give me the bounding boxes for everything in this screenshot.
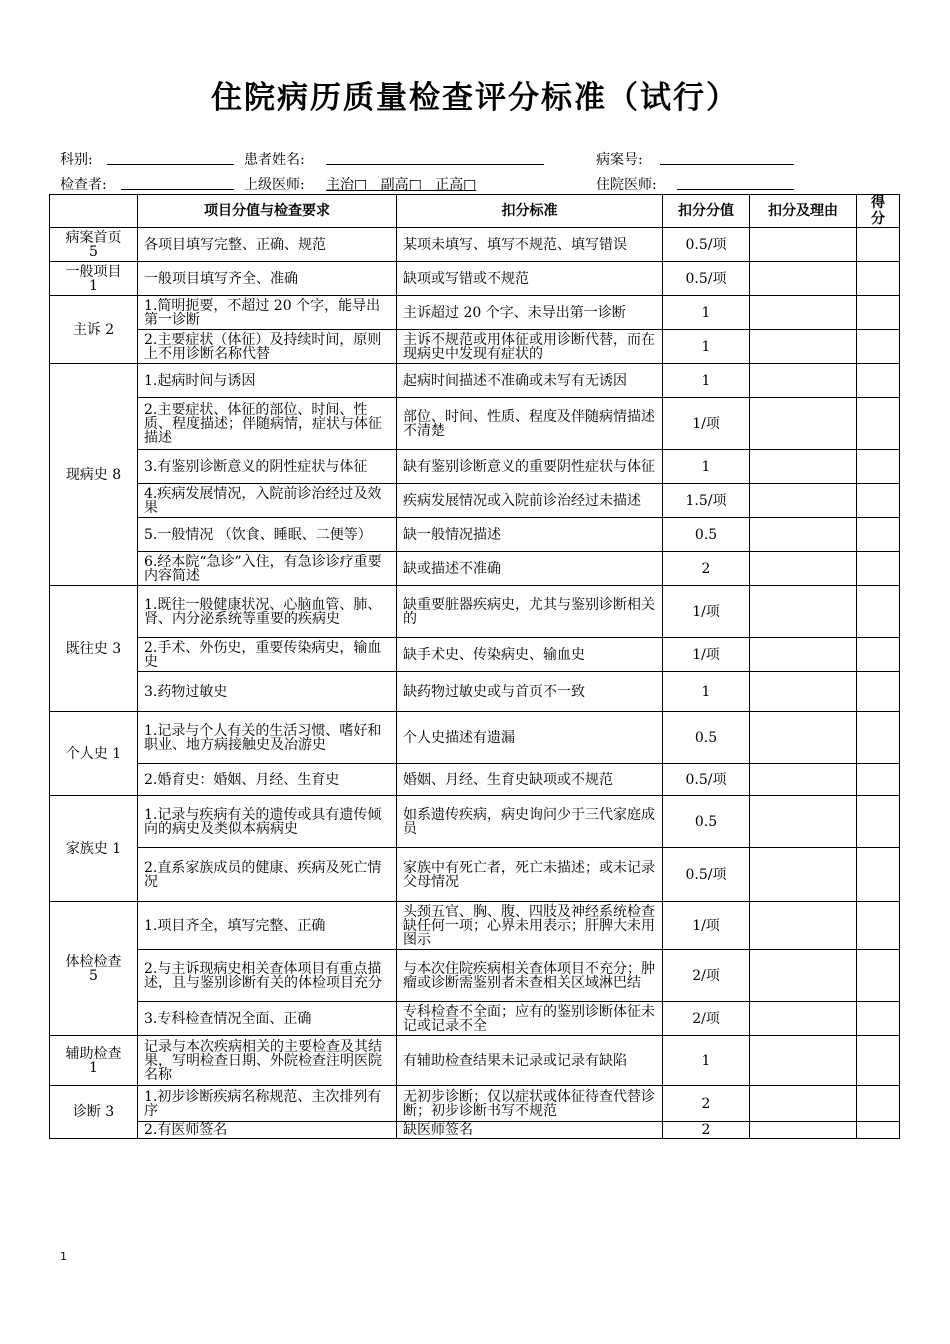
deduction-value-cell: 2: [663, 1122, 750, 1139]
item-cell: 2.与主诉现病史相关查体项目有重点描述，且与鉴别诊断有关的体检项目充分: [138, 950, 397, 1002]
deduction-value-cell: 1: [663, 450, 750, 484]
superior-doctor-label: 上级医师:: [244, 177, 305, 193]
table-header-row: [50, 195, 900, 228]
score-cell[interactable]: [857, 518, 900, 552]
score-cell[interactable]: [857, 364, 900, 398]
deduction-reason-cell[interactable]: [750, 552, 857, 586]
item-cell: 2.婚育史：婚姻、月经、生育史: [138, 764, 397, 796]
standard-cell: 某项未填写、填写不规范、填写错误: [397, 228, 663, 262]
table-row: [50, 672, 900, 712]
deduction-reason-cell[interactable]: [750, 712, 857, 764]
score-cell[interactable]: [857, 902, 900, 950]
score-cell[interactable]: [857, 330, 900, 364]
table-row: [50, 796, 900, 848]
score-cell[interactable]: [857, 712, 900, 764]
item-cell: 5.一般情况 （饮食、睡眠、二便等）: [138, 518, 397, 552]
score-cell[interactable]: [857, 638, 900, 672]
scoring-table: [49, 194, 900, 1139]
table-row: [50, 950, 900, 1002]
inspector-field[interactable]: [121, 189, 234, 190]
item-cell: 2.手术、外伤史，重要传染病史，输血史: [138, 638, 397, 672]
score-cell[interactable]: [857, 398, 900, 450]
item-cell: 2.有医师签名: [138, 1122, 397, 1139]
item-cell: 6.经本院“急诊”入住，有急诊诊疗重要内容简述: [138, 552, 397, 586]
item-cell: 1.记录与个人有关的生活习惯、嗜好和职业、地方病接触史及冶游史: [138, 712, 397, 764]
category-cell: 现病史 8: [50, 364, 138, 586]
score-cell[interactable]: [857, 1036, 900, 1086]
item-cell: 各项目填写完整、正确、规范: [138, 228, 397, 262]
deduction-value-cell: 0.5/项: [663, 262, 750, 296]
table-row: [50, 902, 900, 950]
deduction-value-cell: 2: [663, 1086, 750, 1122]
score-cell[interactable]: [857, 484, 900, 518]
deduction-reason-cell[interactable]: [750, 764, 857, 796]
deduction-reason-cell[interactable]: [750, 518, 857, 552]
deduction-value-cell: 1: [663, 364, 750, 398]
table-row: [50, 1086, 900, 1122]
item-cell: 2.直系家族成员的健康、疾病及死亡情况: [138, 848, 397, 902]
standard-cell: 专科检查不全面；应有的鉴别诊断体征未记或记录不全: [397, 1002, 663, 1036]
deduction-reason-cell[interactable]: [750, 672, 857, 712]
header-item: 项目分值与检查要求: [138, 195, 397, 228]
deduction-value-cell: 2: [663, 552, 750, 586]
standard-cell: 缺一般情况描述: [397, 518, 663, 552]
standard-cell: 家族中有死亡者，死亡未描述；或未记录父母情况: [397, 848, 663, 902]
category-cell: 病案首页 5: [50, 228, 138, 262]
dept-label: 科别:: [60, 152, 93, 168]
score-cell[interactable]: [857, 1002, 900, 1036]
standard-cell: 缺项或写错或不规范: [397, 262, 663, 296]
standard-cell: 缺手术史、传染病史、输血史: [397, 638, 663, 672]
standard-cell: 缺药物过敏史或与首页不一致: [397, 672, 663, 712]
deduction-value-cell: 1: [663, 296, 750, 330]
standard-cell: 无初步诊断；仅以症状或体征待查代替诊断；初步诊断书写不规范: [397, 1086, 663, 1122]
table-row: [50, 586, 900, 638]
item-cell: 记录与本次疾病相关的主要检查及其结果，写明检查日期、外院检查注明医院名称: [138, 1036, 397, 1086]
dept-field[interactable]: [107, 164, 234, 165]
deduction-value-cell: 1/项: [663, 638, 750, 672]
standard-cell: 部位、时间、性质、程度及伴随病情描述不清楚: [397, 398, 663, 450]
standard-cell: 缺医师签名: [397, 1122, 663, 1139]
item-cell: 3.药物过敏史: [138, 672, 397, 712]
item-cell: 2.主要症状（体征）及持续时间，原则上不用诊断名称代替: [138, 330, 397, 364]
patient-name-label: 患者姓名:: [244, 152, 305, 168]
score-cell[interactable]: [857, 228, 900, 262]
standard-cell: 缺重要脏器疾病史，尤其与鉴别诊断相关的: [397, 586, 663, 638]
deduction-value-cell: 1.5/项: [663, 484, 750, 518]
standard-cell: 如系遗传疾病，病史询问少于三代家庭成员: [397, 796, 663, 848]
deduction-reason-cell[interactable]: [750, 364, 857, 398]
header-score: 得分: [857, 195, 900, 228]
patient-name-field[interactable]: [326, 164, 544, 165]
item-cell: 2.主要症状、体征的部位、时间、性质、程度描述；伴随病情，症状与体征描述: [138, 398, 397, 450]
table-row: [50, 1036, 900, 1086]
item-cell: 3.专科检查情况全面、正确: [138, 1002, 397, 1036]
table-row: [50, 228, 900, 262]
page-number: 1: [60, 1250, 67, 1263]
deduction-value-cell: 1/项: [663, 902, 750, 950]
deduction-value-cell: 0.5/项: [663, 228, 750, 262]
category-cell: 主诉 2: [50, 296, 138, 364]
inspector-label: 检查者:: [60, 177, 107, 193]
standard-cell: 起病时间描述不准确或未写有无诱因: [397, 364, 663, 398]
standard-cell: 婚姻、月经、生育史缺项或不规范: [397, 764, 663, 796]
resident-doctor-field[interactable]: [677, 189, 794, 190]
item-cell: 1.记录与疾病有关的遗传或具有遗传倾向的病史及类似本病病史: [138, 796, 397, 848]
standard-cell: 与本次住院疾病相关查体项目不充分；肿瘤或诊断需鉴别者未查相关区域淋巴结: [397, 950, 663, 1002]
item-cell: 1.项目齐全，填写完整、正确: [138, 902, 397, 950]
deduction-reason-cell[interactable]: [750, 902, 857, 950]
category-cell: 个人史 1: [50, 712, 138, 796]
table-row: [50, 296, 900, 330]
score-cell[interactable]: [857, 450, 900, 484]
category-cell: 辅助检查 1: [50, 1036, 138, 1086]
header-value: 扣分分值: [663, 195, 750, 228]
deduction-reason-cell[interactable]: [750, 484, 857, 518]
standard-cell: 主诉超过 20 个字、未导出第一诊断: [397, 296, 663, 330]
table-body: [50, 228, 900, 1139]
table-row: [50, 398, 900, 450]
table-row: [50, 638, 900, 672]
item-cell: 1.初步诊断疾病名称规范、主次排列有序: [138, 1086, 397, 1122]
score-cell[interactable]: [857, 552, 900, 586]
table-row: [50, 518, 900, 552]
superior-doctor-options[interactable]: 主治□ 副高□ 正高□: [326, 177, 477, 193]
item-cell: 4.疾病发展情况，入院前诊治经过及效果: [138, 484, 397, 518]
deduction-reason-cell[interactable]: [750, 262, 857, 296]
deduction-value-cell: 0.5: [663, 518, 750, 552]
category-cell: 家族史 1: [50, 796, 138, 902]
table-row: [50, 1122, 900, 1139]
deduction-reason-cell[interactable]: [750, 1086, 857, 1122]
record-no-label: 病案号:: [596, 152, 643, 168]
deduction-value-cell: 0.5/项: [663, 764, 750, 796]
deduction-value-cell: 1/项: [663, 398, 750, 450]
item-cell: 1.既往一般健康状况、心脑血管、肺、肾、内分泌系统等重要的疾病史: [138, 586, 397, 638]
table-row: [50, 552, 900, 586]
standard-cell: 头颈五官、胸、腹、四肢及神经系统检查缺任何一项；心界未用表示；肝脾大未用图示: [397, 902, 663, 950]
resident-doctor-label: 住院医师:: [596, 177, 657, 193]
table-row: [50, 848, 900, 902]
deduction-value-cell: 1/项: [663, 586, 750, 638]
standard-cell: 疾病发展情况或入院前诊治经过未描述: [397, 484, 663, 518]
deduction-reason-cell[interactable]: [750, 1122, 857, 1139]
deduction-reason-cell[interactable]: [750, 1036, 857, 1086]
category-cell: 体检检查 5: [50, 902, 138, 1036]
table-row: [50, 712, 900, 764]
standard-cell: 个人史描述有遗漏: [397, 712, 663, 764]
deduction-value-cell: 0.5/项: [663, 848, 750, 902]
deduction-reason-cell[interactable]: [750, 296, 857, 330]
record-no-field[interactable]: [660, 164, 794, 165]
header-reason: 扣分及理由: [750, 195, 857, 228]
deduction-value-cell: 1: [663, 330, 750, 364]
item-cell: 1.起病时间与诱因: [138, 364, 397, 398]
header-standard: 扣分标准: [397, 195, 663, 228]
deduction-value-cell: 0.5: [663, 712, 750, 764]
standard-cell: 主诉不规范或用体征或用诊断代替，而在现病史中发现有症状的: [397, 330, 663, 364]
score-cell[interactable]: [857, 672, 900, 712]
deduction-reason-cell[interactable]: [750, 848, 857, 902]
deduction-value-cell: 1: [663, 672, 750, 712]
standard-cell: 缺有鉴别诊断意义的重要阴性症状与体征: [397, 450, 663, 484]
table-row: [50, 330, 900, 364]
score-cell[interactable]: [857, 1086, 900, 1122]
deduction-reason-cell[interactable]: [750, 638, 857, 672]
table-row: [50, 364, 900, 398]
table-row: [50, 1002, 900, 1036]
standard-cell: 有辅助检查结果未记录或记录有缺陷: [397, 1036, 663, 1086]
category-cell: 一般项目 1: [50, 262, 138, 296]
header-empty: [50, 195, 138, 228]
score-cell[interactable]: [857, 262, 900, 296]
deduction-reason-cell[interactable]: [750, 398, 857, 450]
score-cell[interactable]: [857, 848, 900, 902]
deduction-reason-cell[interactable]: [750, 330, 857, 364]
table-row: [50, 764, 900, 796]
deduction-reason-cell[interactable]: [750, 950, 857, 1002]
deduction-reason-cell[interactable]: [750, 1002, 857, 1036]
item-cell: 一般项目填写齐全、准确: [138, 262, 397, 296]
table-row: [50, 262, 900, 296]
score-cell[interactable]: [857, 586, 900, 638]
score-cell[interactable]: [857, 296, 900, 330]
page-title: 住院病历质量检查评分标准（试行）: [211, 80, 739, 116]
deduction-value-cell: 1: [663, 1036, 750, 1086]
score-cell[interactable]: [857, 1122, 900, 1139]
deduction-value-cell: 0.5: [663, 796, 750, 848]
table-row: [50, 450, 900, 484]
deduction-reason-cell[interactable]: [750, 450, 857, 484]
score-cell[interactable]: [857, 950, 900, 1002]
deduction-value-cell: 2/项: [663, 950, 750, 1002]
item-cell: 1.简明扼要，不超过 20 个字，能导出第一诊断: [138, 296, 397, 330]
deduction-reason-cell[interactable]: [750, 228, 857, 262]
deduction-reason-cell[interactable]: [750, 586, 857, 638]
standard-cell: 缺或描述不准确: [397, 552, 663, 586]
category-cell: 既往史 3: [50, 586, 138, 712]
score-cell[interactable]: [857, 796, 900, 848]
score-cell[interactable]: [857, 764, 900, 796]
category-cell: 诊断 3: [50, 1086, 138, 1139]
deduction-reason-cell[interactable]: [750, 796, 857, 848]
table-row: [50, 484, 900, 518]
deduction-value-cell: 2/项: [663, 1002, 750, 1036]
item-cell: 3.有鉴别诊断意义的阴性症状与体征: [138, 450, 397, 484]
